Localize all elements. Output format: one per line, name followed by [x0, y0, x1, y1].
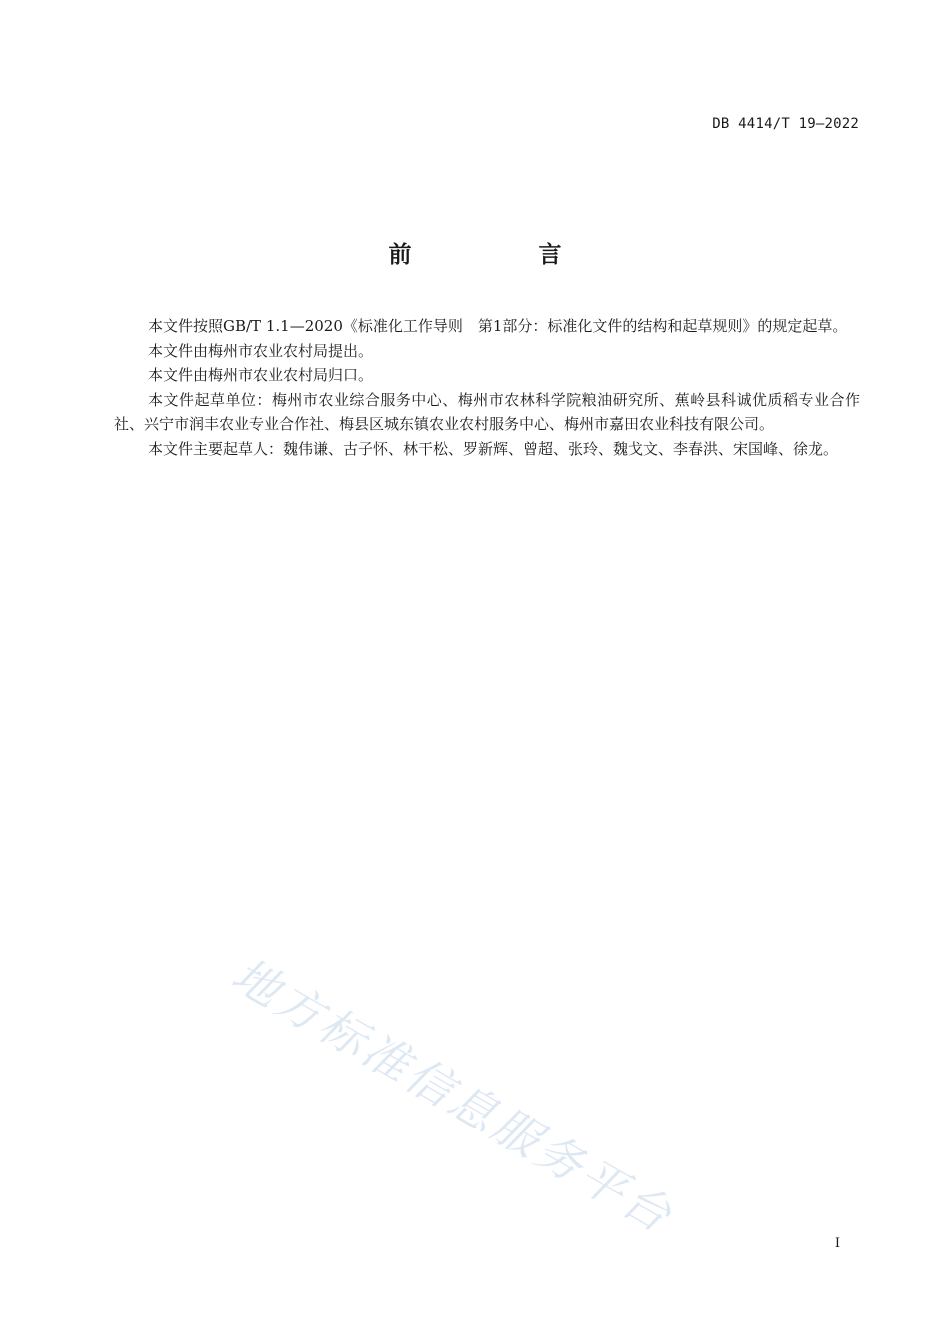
paragraph-drafting-rules: 本文件按照GB/T 1.1—2020《标准化工作导则 第1部分：标准化文件的结构和起草规则》的规定起草。 — [148, 317, 848, 335]
paragraph-managed-by: 本文件由梅州市农业农村局归口。 — [148, 366, 374, 384]
paragraph-drafting-units: 本文件起草单位：梅州市农业综合服务中心、梅州市农林科学院粮油研究所、蕉岭县科诚优质稻专业合作社、兴宁市润丰农业专业合作社、梅县区城东镇农业农村服务中心、梅州市嘉田农业科技有限公司。 — [114, 390, 860, 433]
watermark: 地方标准信息服务平台 — [223, 947, 684, 1244]
foreword-body — [114, 314, 860, 461]
document-code: DB 4414/T 19—2022 — [712, 116, 859, 132]
page-title: 前 言 — [388, 242, 614, 268]
page-number: I — [834, 1236, 840, 1251]
paragraph-drafters: 本文件主要起草人：魏伟谦、古子怀、林干松、罗新辉、曾超、张玲、魏戈文、李春洪、宋国峰、徐龙。 — [148, 439, 839, 458]
paragraph-proposed-by: 本文件由梅州市农业农村局提出。 — [148, 341, 374, 360]
